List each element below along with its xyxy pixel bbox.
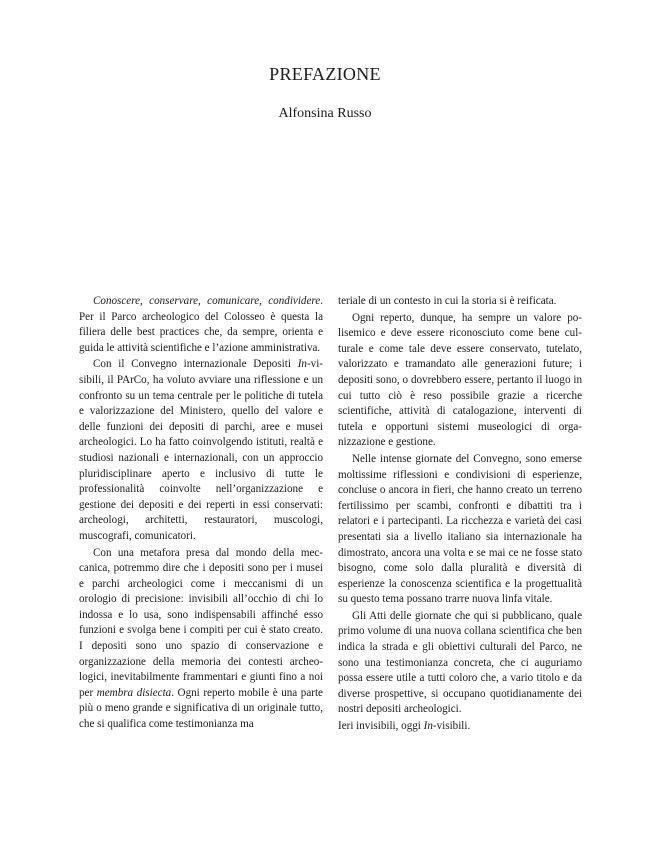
- italic-text: Conoscere, conservare, comunicare, condividere: [93, 295, 321, 307]
- paragraph-text: Ieri invisibili, oggi: [338, 720, 424, 733]
- paragraph: [79, 357, 323, 544]
- paragraph: Gli Atti delle giornate che qui si pubblicano, quale primo volume di una nuova collana scientifica che ben indica la strada e gli obiettivi culturali del Parco, ne sono una testimonianza concreta, che ci auguriamo possa essere utile a tutti coloro che, a vario titolo e da diverse prospettive, si occupano quotidianamente dei nostri depositi archeologici.: [338, 609, 582, 716]
- page-title: PREFAZIONE: [269, 64, 381, 84]
- italic-text: In: [423, 720, 433, 733]
- paragraph: [79, 294, 323, 356]
- paragraph-text: . Per il Parco archeologico del Colosseo è questa la filiera delle best practices che, da sempre, orienta e guida le attività scientifiche e l’azione amministrativa.: [79, 295, 323, 354]
- paragraph-text: -visibili.: [432, 720, 471, 733]
- italic-text: membra disiecta: [96, 686, 172, 699]
- text-column-right: [338, 294, 582, 735]
- paragraph: Nelle intense giornate del Convegno, sono emerse moltissime riflessioni e condivisioni di esperienze, concluse o ancora in fieri, che hanno creato un terreno fertilissimo per scambi, confronti e dibattiti tra i relatori e i partecipanti. La ricchezza e varietà dei casi presentati sia a livello italiano sia internazionale ha dimostrato, ancora una volta e se mai ce ne fosse stato bisogno, come solo dalla pluralità e diversità di esperienze la conoscenza scientifica e la progettualità su questo tema possano trarre nuova linfa vitale.: [338, 452, 582, 606]
- paragraph: Ogni reperto, dunque, ha sempre un valore polisemico e deve essere riconosciuto come bene culturale e come tale deve essere conservato, tutelato, valorizzato e tramandato alle generazioni future; i depositi sono, o dovrebbero essere, pertanto il luogo in cui tutto ciò è reso possibile grazie a ricerche scientifiche, attività di catalogazione, interventi di tutela e opportuni sistemi museologici di organizzazione e gestione.: [338, 311, 582, 449]
- paragraph-text: . Ogni reperto mobile è una parte più o meno grande e significativa di un originale tutto, che si qualifica come testimonianza ma: [79, 686, 323, 731]
- paragraph-text: Con il Convegno internazionale Depositi: [93, 358, 298, 371]
- paragraph-text: Con una metafora presa dal mondo della meccanica, potremmo dire che i depositi sono per i musei e parchi archeologici come i meccanismi di un orologio di precisione: invisibili all’occhio di chi lo indossa e lo usa, sono indispensabili affinché esso funzioni e svolga bene i compiti per cui è stato creato. I depositi sono uno spazio di conservazione e organizzazione della memoria dei contesti archeologici, inevitabilmente frammentari e giunti fino a noi per: [79, 546, 323, 699]
- text-column-left: [79, 294, 323, 733]
- page-author: Alfonsina Russo: [278, 106, 372, 121]
- paragraph-text: -visibili, il PArCo, ha voluto avviare una riflessione e un confronto su un tema centrale per le politiche di tutela e valorizzazione del Ministero, quello del valore e delle funzioni dei depositi di parchi, aree e musei archeologici. Lo ha fatto coinvolgendo istituti, realtà e studiosi nazionali e internazionali, con un approccio pluridisciplinare aperto e inclusivo di tutte le professionalità coinvolte nell’organizzazione e gestione dei depositi e dei reperti in essi conservati: archeologi, architetti, restauratori, muscologi, muscografi, comunicatori.: [79, 358, 323, 542]
- paragraph: teriale di un contesto in cui la storia si è reificata.: [338, 295, 557, 307]
- paragraph: [79, 546, 323, 733]
- paragraph: [338, 719, 582, 735]
- italic-text: In: [297, 358, 307, 371]
